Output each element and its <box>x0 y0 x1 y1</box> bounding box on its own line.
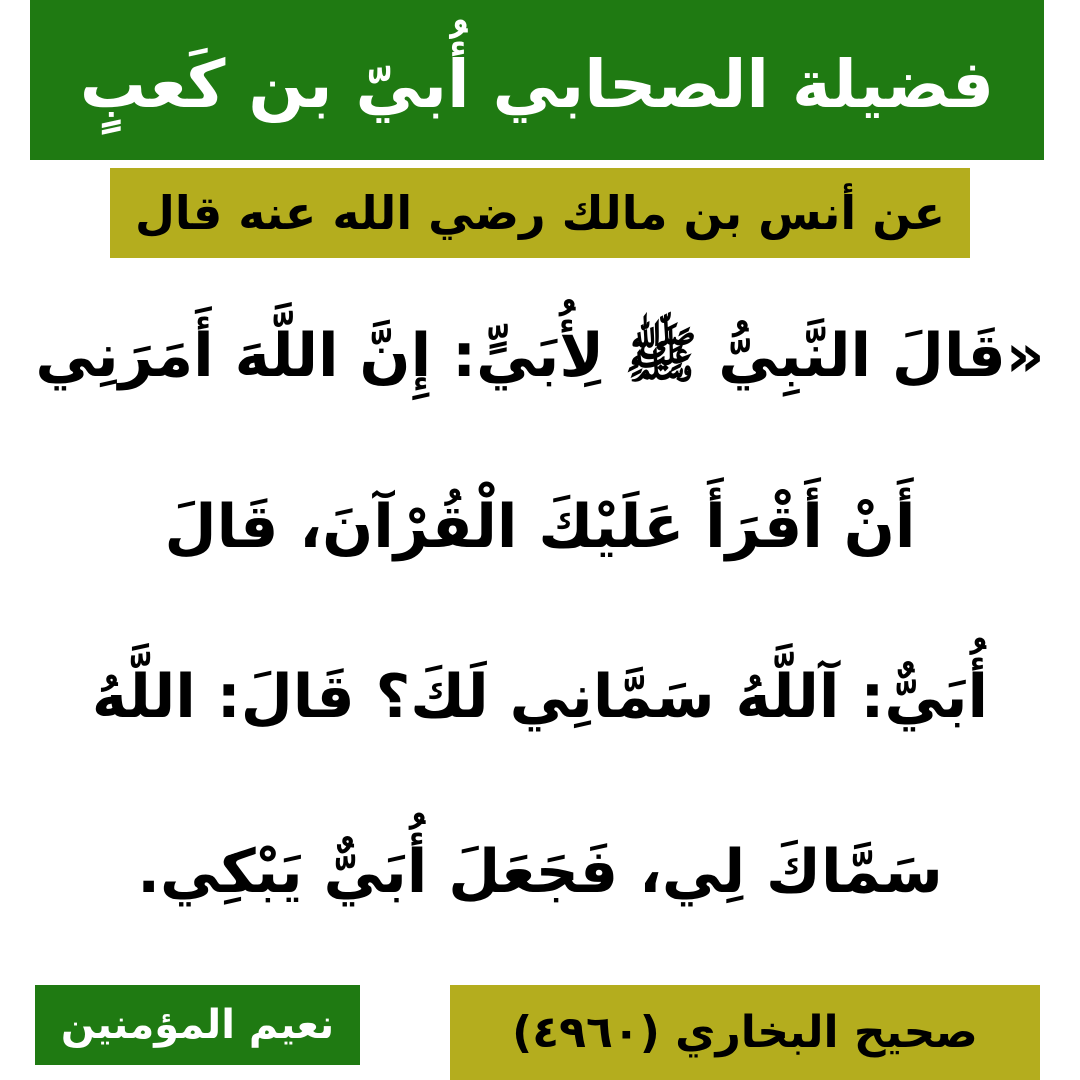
hadith-line-3: أُبَيٌّ: آللَّهُ سَمَّانِي لَكَ؟ قَالَ: اللَّهُ <box>91 662 989 732</box>
title-banner <box>30 0 1044 160</box>
page-title: فضيلة الصحابي أُبيّ بن كَعبٍ <box>79 46 995 123</box>
hadith-line-2: أَنْ أَقْرَأَ عَلَيْكَ الْقُرْآنَ، قَالَ <box>164 492 916 562</box>
brand-name: نعيم المؤمنين <box>60 1002 335 1048</box>
source-citation: صحيح البخاري (٤٩٦٠) <box>512 1007 978 1058</box>
brand-banner <box>35 985 360 1065</box>
hadith-line-1: «قَالَ النَّبِيُّ ﷺ لِأُبَيٍّ: إِنَّ اللَّهَ أَمَرَنِي <box>35 320 1045 391</box>
narrator-text: عن أنس بن مالك رضي الله عنه قال <box>134 186 946 240</box>
narrator-banner <box>110 168 970 258</box>
source-banner <box>450 985 1040 1080</box>
hadith-text-block <box>0 292 1080 952</box>
hadith-line-4: سَمَّاكَ لِي، فَجَعَلَ أُبَيٌّ يَبْكِي. <box>137 837 943 907</box>
